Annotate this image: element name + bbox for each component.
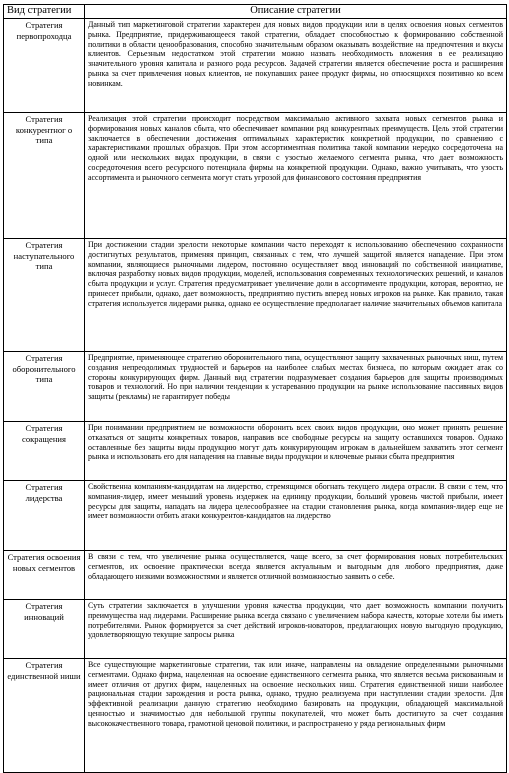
strategy-name: Стратегия конкурентног о типа bbox=[4, 113, 85, 239]
table-row bbox=[4, 239, 507, 352]
header-strategy-description: Описание стратегии bbox=[85, 5, 507, 19]
strategy-description: Суть стратегии заключается в улучшении уровня качества продукции, что дает возможность компании получить преимущества над лидерами. Расширение рынка всегда связано с увеличением набора качеств, которые хотели бы иметь потребителями. Рынок формируется за счет действий игроков-новаторов, предлагающих новую выгодную продукцию, удовлетворяющую текущие запросы рынка bbox=[85, 600, 507, 659]
table-row bbox=[4, 113, 507, 239]
table-row bbox=[4, 600, 507, 659]
table-row bbox=[4, 481, 507, 551]
strategy-name: Стратегия сокращения bbox=[4, 422, 85, 481]
strategy-description: Все существующие маркетинговые стратегии, так или иначе, направлены на овладение определенными рыночными сегментами. Однако фирма, нацеленная на освоение единственного сегмента рынка, что является весьма рискованным и имеет отличия от других фирм, нацеленных на освоение нескольких ниш. Стратегия единственной ниши наиболее рациональная стадии зарождения и роста рынка, однако, трудно реализуема при наступлении стадии зрелости. Для эффективной реализации данную стратегию необходимо базировать на продукции, обладающей максимальной ценностью и значимостью для небольшой группы покупателей, что может быть достигнуто за счет создания высококачественного товара, грамотной ценовой политики, и распространено у ряда региональных фирм bbox=[85, 659, 507, 773]
strategy-description: Свойственна компаниям-кандидатам на лидерство, стремящимся обогнать текущего лидера отрасли. В связи с тем, что компания-лидер, имеет меньший уровень издержек на единицу продукции, больший уровень чистой прибыли, имеет ресурсы для защиты, нападать на лидера целесообразнее на стадии становления рынка, когда компания-лидер еще не имеет возможности отбить атаки конкурентов-кандидатов на лидерство bbox=[85, 481, 507, 551]
table-row bbox=[4, 551, 507, 600]
strategy-description: Данный тип маркетинговой стратегии характерен для новых видов продукции или в целях освоения новых сегментов рынка. Предприятие, придерживающееся такой стратегии, обладает способностью к формированию собственной политики в области ценообразования, способно значительным образом оказывать воздействие на предпочтения и вкусы клиентов. Серьезным недостатком этой стратегии можно назвать необходимость вложения в ее реализацию значительного уровня капитала и разного рода ресурсов. Задачей стратегии является обеспечение роста и расширения рынка за счет привлечения новых клиентов, не покупавших ранее продукт фирмы, но относящихся позитивно ко всем новинкам. bbox=[85, 19, 507, 113]
strategy-description: Реализация этой стратегии происходит посредством максимально активного захвата новых сегментов рынка и формирования новых каналов сбыта, что обеспечивает компании ряд конкурентных преимуществ. Цель этой стратегии заключается в обеспечении достижения оптимальных характеристик конкретной продукции, по сравнению с характеристиками прошлых образцов. При этом ассортиментная политика такой компании нередко сосредоточена на одной или нескольких видах продукции, в связи с узостью желаемого сегмента рынка, что дает возможность сосредоточения всего ресурсного потенциала фирмы на конкретной продукции. Однако, важно учитывать, что узость ассортимента и рыночного сегмента могут стать угрозой для финансового состояния предприятия bbox=[85, 113, 507, 239]
strategy-description: При достижении стадии зрелости некоторые компании часто переходят к использованию обеспечению сохранности достигнутых результатов, применяя принцип, связанных с тем, что лучшей защитой является нападение. При этом компании, являющиеся рыночными лидером, постоянно осуществляет ввод инноваций по собственной инициативе, включая разработку новых видов продукции, моделей, использования современных технологических решений, и каналов сбыта продукции и услуг. Стратегия предусматривает увеличение доли в ассортименте продукции, которая, вероятно, не принесет прибыли, однако, дает возможность, предприятию пустить вперед новых игроков на рынке. Как правило, такая стратегия используется лидерами рынка, однако ее осуществление предполагает наличие значительных объемов капитала bbox=[85, 239, 507, 352]
strategy-description: В связи с тем, что увеличение рынка осуществляется, чаще всего, за счет формирования новых потребительских сегментов, их освоение практически всегда является актуальным и выгодным для любого предприятия, даже обладающего низкими возможностями и является отличной возможностью заявить о себе. bbox=[85, 551, 507, 600]
strategy-name: Стратегия оборонительного типа bbox=[4, 352, 85, 422]
strategy-name: Стратегия освоения новых сегментов bbox=[4, 551, 85, 600]
header-strategy-type: Вид стратегии bbox=[4, 5, 85, 19]
strategy-name: Стратегия наступательного типа bbox=[4, 239, 85, 352]
table-row bbox=[4, 19, 507, 113]
strategy-name: Стратегия инноваций bbox=[4, 600, 85, 659]
table-row bbox=[4, 659, 507, 773]
strategy-name: Стратегия первопроходца bbox=[4, 19, 85, 113]
strategy-description: Предприятие, применяющее стратегию оборонительного типа, осуществляют защиту захваченных рыночных ниш, путем создания непреодолимых трудностей и барьеров на наиболее слабых местах бизнеса, по которым ожидает атак со стороны конкурирующих фирм. Данный вид стратегии подразумевает создания барьеров для защиты производимых товаров и технологий. Но при наличии тенденции к устареванию продукции на рынке использование пассивных видов защиты (рекламы) не гарантирует победы bbox=[85, 352, 507, 422]
table-header-row bbox=[4, 5, 507, 19]
table-row bbox=[4, 422, 507, 481]
strategy-table bbox=[3, 4, 507, 773]
strategy-description: При понимании предприятием не возможности оборонить всех своих видов продукции, оно может принять решение отказаться от защиты конкретных товаров, направив все свободные ресурсы на защиту оставшихся товаров. Однако оставленные без защиты виды продукцию могут дать конкурирующим игрокам в дальнейшем захватить этот сегмент рынка и использовать его для нападения на главные виды продукции и ключевые рынки сбыта предприятия bbox=[85, 422, 507, 481]
strategy-name: Стратегия лидерства bbox=[4, 481, 85, 551]
strategy-name: Стратегия единственной ниши bbox=[4, 659, 85, 773]
table-row bbox=[4, 352, 507, 422]
